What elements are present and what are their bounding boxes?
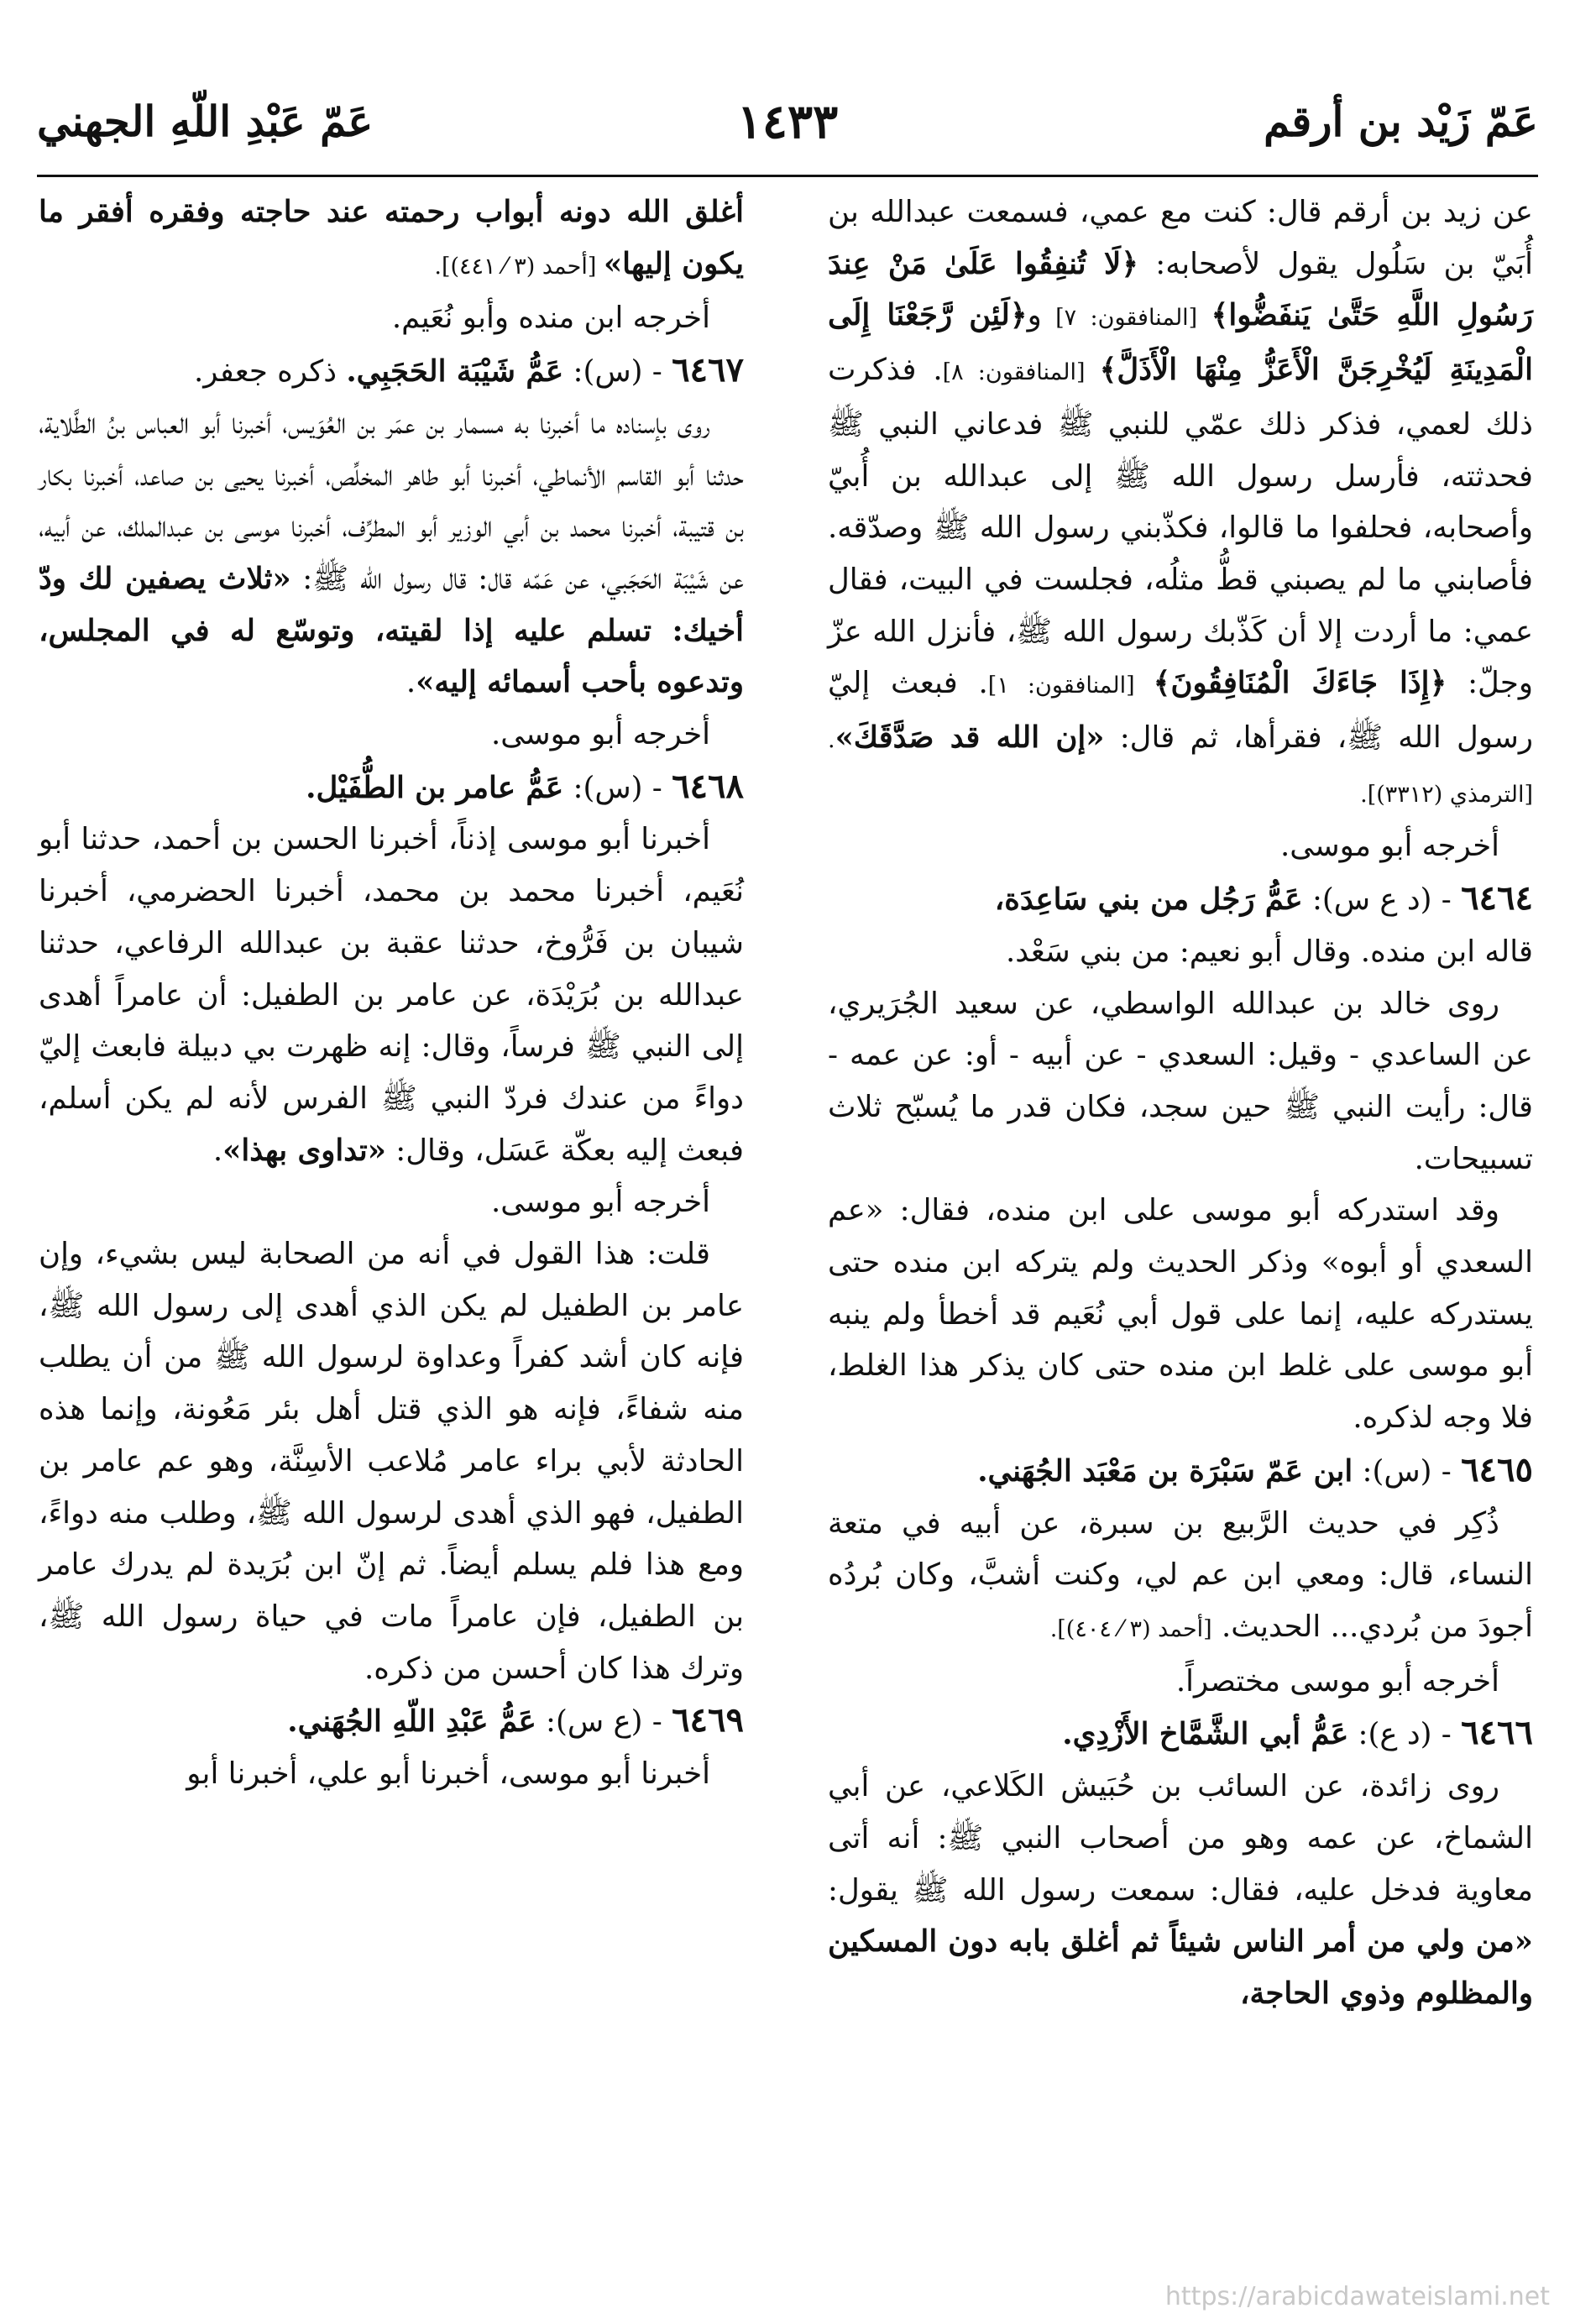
paragraph: أخرجه أبو موسى. [491, 1185, 710, 1220]
paragraph: قاله ابن منده. وقال أبو نعيم: من بني سَعْد. [1005, 934, 1533, 969]
paragraph: وقد استدركه أبو موسى على ابن منده، فقال: «عم السعدي أو أبوه» وذكر الحديث ولم يتركه ابن منده حتى يستدركه عليه، إنما على قول أبي نُعَيم قد أخطأ ولم ينبه أبو موسى على غلط ابن منده حتى كان يذكر هذا الغلط، فلا وجه لذكره. [828, 1193, 1533, 1436]
text-run: أخبرنا أبو موسى إذناً، أخبرنا الحسن بن أحمد، حدثنا أبو نُعَيم، أخبرنا محمد بن محمد، أخبرنا الحضرمي، أخبرنا شيبان بن فَرُّوخ، حدثنا عقبة بن عبدالله الرفاعي، حدثنا عبدالله بن بُرَيْدَة، عن عامر بن الطفيل: أن عامراً أهدى إلى النبي ﷺ فرساً، وقال: إنه ظهرت بي دبيلة فابعث إليّ دواءً من عندك فردّ النبي ﷺ الفرس لأنه لم يكن أسلم، فبعث إليه بعكّة عَسَل، وقال: [39, 822, 744, 1168]
hadith-quote: «إن الله قد صَدَّقَكَ» [835, 720, 1105, 756]
left-column [39, 186, 744, 1800]
entry-heading [828, 872, 1533, 926]
text-run: . فبعث إليّ رسول الله ﷺ، فقرأها، ثم قال: [828, 666, 1533, 756]
entry-number: ٦٤٦٨ [672, 766, 744, 806]
source-reference: [أحمد (٣ ⁄ ٤٠٤)]. [1049, 1615, 1212, 1642]
source-reference: [المنافقون: ٨] [942, 359, 1100, 386]
paragraph: أخبرنا أبو موسى، أخبرنا أبو علي، أخبرنا أبو [186, 1756, 710, 1792]
entry-heading [39, 761, 744, 814]
text-run: و [1027, 298, 1042, 333]
entry-code: - (د ع): [1348, 1717, 1462, 1752]
text-run: ذُكِر في حديث الرَّبيع بن سبرة، عن أبيه في متعة النساء، قال: ومعي ابن عم لي، وكنت أشبَّ، وكان بُردُه أجودَ من بُردي... الحديث. [828, 1505, 1533, 1644]
paragraph [39, 186, 744, 292]
quran-verse: ﴿لَا تُنفِقُوا عَلَىٰ مَنْ عِندَ رَسُولِ اللَّهِ حَتَّىٰ يَنفَضُّوا﴾ [828, 246, 1533, 333]
text-run: . فذكرت ذلك لعمي، فذكر ذلك عمّي للنبي ﷺ فدعاني النبي ﷺ فحدثته، فأرسل رسول الله ﷺ إلى عبدالله بن أُبيّ وأصحابه، فحلفوا ما قالوا، فكذّبني رسول الله ﷺ وصدّقه. فأصابني ما لم يصبني قطُّ مثلُه، فجلست في البيت، فقال عمي: ما أردت إلا أن كَذّبك رسول الله ﷺ، فأنزل الله عزّ وجلّ: [828, 353, 1534, 701]
paragraph: أخرجه أبو موسى. [491, 717, 710, 752]
paragraph: أخرجه أبو موسى مختصراً. [1175, 1663, 1499, 1699]
entry-code: - (س): [563, 770, 672, 805]
entry-title: عَمُّ عَبْدِ اللّهِ الجُهَني. [287, 1704, 536, 1740]
entry-title: عَمُّ عامر بن الطُّفَيْل. [306, 770, 564, 805]
header-rule [37, 175, 1538, 177]
entry-heading [39, 344, 744, 398]
entry-note: ذكره جعفر. [193, 354, 347, 390]
entry-title: عَمُّ أبي الشَّمَّاخ الأَزْدِي. [1062, 1717, 1349, 1752]
running-header [37, 84, 1538, 160]
paragraph: روى خالد بن عبدالله الواسطي، عن سعيد الجُرَيري، عن الساعدي - وقيل: السعدي - عن أبيه - أو: عن عمه - قال: رأيت النبي ﷺ حين سجد، فكان قدر ما يُسبّح ثلاث تسبيحات. [828, 986, 1533, 1176]
text-run: عن زيد بن أرقم قال: كنت مع عمي، فسمعت عبدالله بن أُبَيّ بن سَلُول يقول لأصحابه: [828, 195, 1533, 281]
entry-code: - (د ع س): [1302, 882, 1462, 918]
entry-code: - (س): [563, 354, 672, 390]
paragraph: أخرجه ابن منده وأبو نُعَيم. [391, 301, 710, 336]
entry-heading [39, 1694, 744, 1748]
hadith-quote: «ثلاث يصفين لك ودّ أخيك: تسلم عليه إذا لقيته، وتوسّع له في المجلس، وتدعوه بأحب أسمائه إليه» [39, 561, 744, 700]
source-reference: . [الترمذي (٣٣١٢)]. [828, 727, 1533, 808]
paragraph [828, 1498, 1533, 1656]
entry-number: ٦٤٦٥ [1461, 1449, 1533, 1489]
text-run: . [406, 665, 416, 700]
paragraph [39, 814, 744, 1176]
entry-title: ابن عَمّ سَبْرَة بن مَعْبَد الجُهَني. [977, 1453, 1353, 1489]
entry-number: ٦٤٦٦ [1461, 1713, 1533, 1753]
quran-verse: ﴿إِذَا جَاءَكَ الْمُنَافِقُونَ﴾ [1153, 666, 1447, 701]
source-reference: [أحمد (٣ ⁄ ٤٤١)]. [434, 253, 604, 280]
header-right-title: عَمّ زَيْد بن أرقم [1264, 97, 1538, 146]
text-run: روى زائدة، عن السائب بن حُبَيش الكَلاعي، عن أبي الشماخ، عن عمه وهو من أصحاب النبي ﷺ: أنه أتى معاوية فدخل عليه، فقال: سمعت رسول الله ﷺ يقول: [828, 1769, 1533, 1908]
entry-number: ٦٤٦٤ [1461, 878, 1533, 919]
right-column [828, 186, 1533, 2020]
entry-heading [828, 1444, 1533, 1498]
hadith-quote: «تداوى بهذا» [222, 1133, 386, 1168]
text-run: . [212, 1133, 223, 1168]
entry-title: عَمُّ شَيْبَة الحَجَبِي. [346, 354, 564, 390]
watermark-url: https://arabicdawateislami.net [1164, 2282, 1550, 2311]
paragraph [39, 398, 744, 709]
entry-code: - (س): [1353, 1453, 1462, 1489]
quran-verse: ﴿لَئِن رَّجَعْنَا إِلَى الْمَدِينَةِ لَيُخْرِجَنَّ الْأَعَزُّ مِنْهَا الْأَذَلَّ﴾ [828, 298, 1533, 388]
source-reference: [المنافقون: ١] [987, 673, 1154, 699]
entry-number: ٦٤٦٧ [672, 350, 744, 390]
paragraph [828, 186, 1533, 820]
paragraph: قلت: هذا القول في أنه من الصحابة ليس بشيء، وإن عامر بن الطفيل لم يكن الذي أهدى إلى رسول الله ﷺ، فإنه كان أشد كفراً وعداوة لرسول الله ﷺ من أن يطلب منه شفاءً، فإنه هو الذي قتل أهل بئر مَعُونة، وإنما هذه الحادثة لأبي براء عامر مُلاعب الأسِنَّة، وهو عم عامر بن الطفيل، فهو الذي أهدى لرسول الله ﷺ، وطلب منه دواءً، ومع هذا فلم يسلم أيضاً. ثم إنّ ابن بُرَيدة لم يدرك عامر بن الطفيل، فإن عامراً مات في حياة رسول الله ﷺ، وترك هذا كان أحسن من ذكره. [39, 1237, 744, 1686]
hadith-quote: أغلق الله دونه أبواب رحمته عند حاجته وفقره أفقر ما يكون إليها» [39, 195, 744, 281]
paragraph [828, 1761, 1533, 2020]
source-reference: [المنافقون: ٧] [1041, 305, 1211, 332]
entry-code: - (ع س): [536, 1704, 672, 1740]
text-run: روى بإسناده ما أخبرنا به مسمار بن عمَر بن العُوَيس، أخبرنا أبو العباس بنُ الطَّلاية، حدثنا أبو القاسم الأنماطي، أخبرنا أبو طاهر المخلِّص، أخبرنا يحيى بن صاعد، أخبرنا بكار بن قتيبة، أخبرنا محمد بن أبي الوزير أبو المطرِّف، أخبرنا موسى بن عبدالملك، عن أبيه، عن شَيْبَة الحَجَبي، عن عَمّه قال: قال رسول الله ﷺ: [39, 406, 744, 596]
entry-title: عَمُّ رَجُل من بني سَاعِدَة، [994, 882, 1303, 918]
hadith-quote: «من ولي من أمر الناس شيئاً ثم أغلق بابه دون المسكين والمظلوم وذوي الحاجة، [828, 1924, 1533, 2011]
paragraph: أخرجه أبو موسى. [1280, 829, 1499, 864]
page-number: ١٤٣٣ [736, 94, 839, 149]
entry-heading [828, 1707, 1533, 1761]
header-left-title: عَمّ عَبْدِ اللّهِ الجهني [37, 97, 374, 146]
entry-number: ٦٤٦٩ [672, 1700, 744, 1740]
